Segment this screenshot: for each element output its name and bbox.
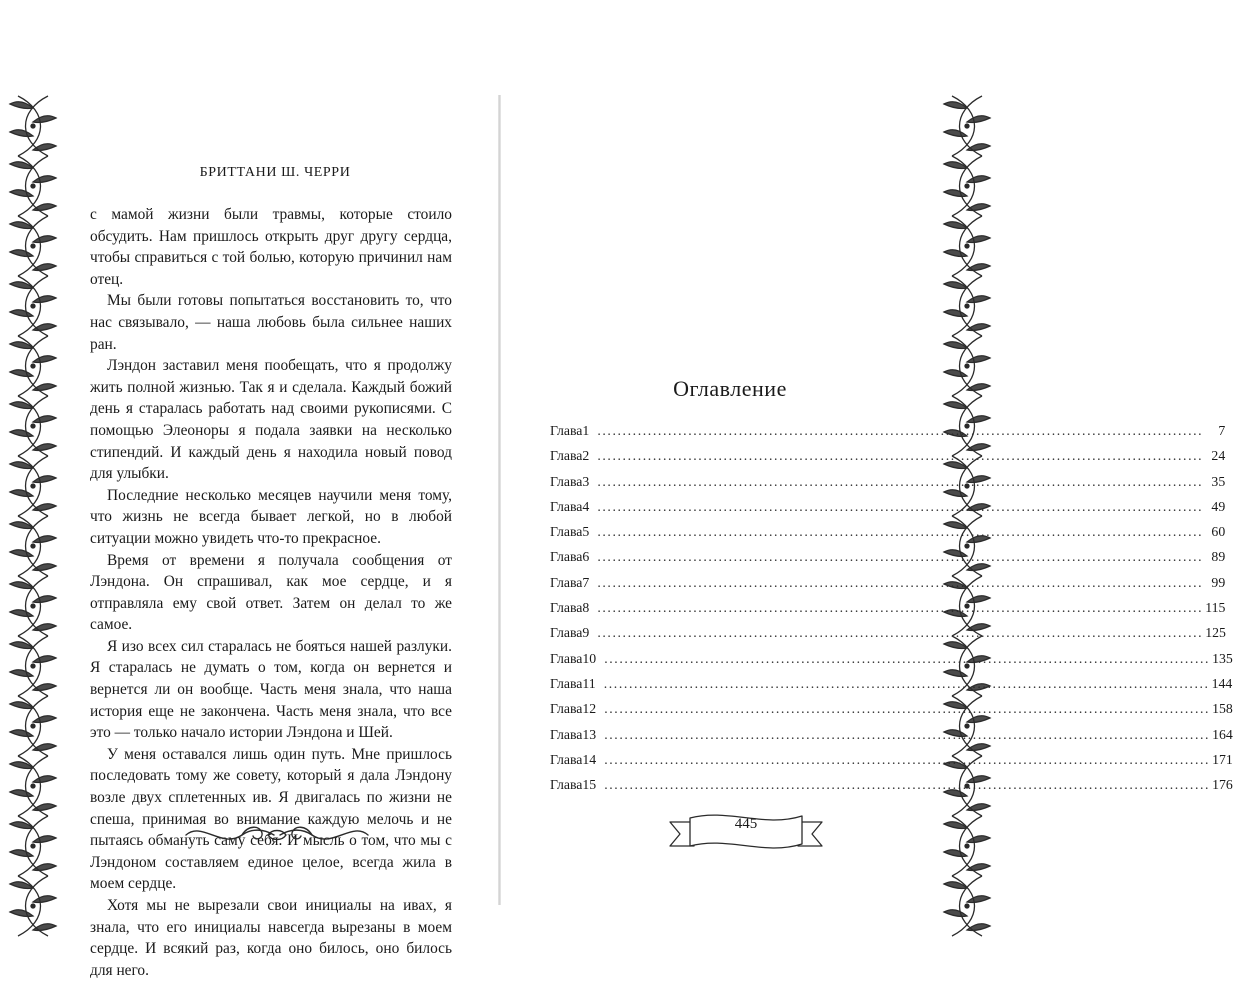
toc-chapter-number: 6 <box>582 549 590 565</box>
running-head: БРИТТАНИ Ш. ЧЕРРИ <box>199 165 351 180</box>
toc-chapter-number: 11 <box>582 675 596 691</box>
paragraph: Я изо всех сил старалась не бояться нашей разлуки. Я старалась не думать о том, когда он вернется и вернется ли он вообще. Часть меня знала, что наша история еще не закончена. Часть меня знала, что все это — только начало истории Лэндона и Шей. <box>90 637 452 742</box>
leaf-vine-border-right-icon <box>934 96 1000 896</box>
paragraph: У меня оставался лишь один путь. Мне пришлось последовать тому же совету, который я дала Лэндону возле двух сплетенных ив. Я двигалась по жизни не спеша, принимая во внимание каждую мелочь и не пытаясь обмануть саму себя. И мысль о том, что мы с Лэндоном составляем единое целое, всегда жила в моем сердце. <box>90 745 452 893</box>
book-gutter <box>498 95 501 905</box>
page-number: 445 <box>734 816 758 832</box>
toc-entry[interactable] <box>550 675 1233 701</box>
body-text <box>90 204 452 981</box>
toc-chapter-word: Глава <box>550 600 583 616</box>
paragraph: Лэндон заставил меня пообещать, что я продолжу жить полной жизнью. Так я и сделала. Каждый божий день я старалась работать над своими рукописями. С помощью Элеоноры я подала заявки на несколько стипендий. И каждый день я находила новый повод для улыбки. <box>90 357 452 483</box>
toc-chapter-word: Глава <box>550 423 583 438</box>
toc-dot-leader: ........................................................................................................................ <box>604 726 1211 742</box>
toc-dot-leader: ........................................................................................................................ <box>597 498 1204 514</box>
paragraph: Время от времени я получала сообщения от Лэндона. Он спрашивал, как мое сердце, и я отправляла ему свой ответ. Затем он делал то же самое. <box>90 551 452 634</box>
toc-page-number: 99 <box>1211 574 1226 590</box>
toc-chapter-number: 2 <box>582 448 590 464</box>
paragraph: Хотя мы не вырезали свои инициалы на ивах, я знала, что его инициалы навсегда вырезаны в моем сердце. И всякий раз, когда оно билось, оно билось для него. <box>90 897 452 979</box>
toc-dot-leader: ........................................................................................................................ <box>597 448 1204 464</box>
toc-dot-leader: ........................................................................................................................ <box>597 600 1204 616</box>
toc-chapter-number: 12 <box>582 701 597 717</box>
toc-page-number: 176 <box>1212 777 1233 793</box>
toc-dot-leader: ........................................................................................................................ <box>597 574 1204 590</box>
toc-dot-leader: ........................................................................................................................ <box>597 625 1204 641</box>
toc-entry[interactable] <box>550 524 1226 549</box>
toc-entry[interactable] <box>550 448 1226 473</box>
toc-chapter-number: 3 <box>582 473 590 489</box>
toc-page-number: 135 <box>1212 650 1233 666</box>
ribbon-banner-icon <box>668 806 824 860</box>
toc-dot-leader: ........................................................................................................................ <box>604 777 1211 793</box>
paragraph: с мамой жизни были травмы, которые стоило обсудить. Нам пришлось открыть друг другу сердца, чтобы справиться с той болью, которую причинил нам отец. <box>90 206 452 288</box>
toc-page-number: 49 <box>1211 498 1226 514</box>
toc-entry[interactable] <box>550 549 1226 574</box>
toc-entry[interactable] <box>550 423 1226 448</box>
toc-entry[interactable] <box>550 498 1226 524</box>
toc-entry[interactable] <box>550 600 1226 625</box>
toc-list <box>550 423 1233 802</box>
toc-page-number: 60 <box>1211 524 1226 540</box>
toc-chapter-word: Глава <box>550 675 583 691</box>
toc-chapter-number: 4 <box>582 498 590 514</box>
toc-chapter-word: Глава <box>550 524 583 540</box>
toc-chapter-number: 5 <box>582 524 590 540</box>
toc-dot-leader: ........................................................................................................................ <box>597 524 1204 540</box>
toc-title: Оглавление <box>673 376 787 401</box>
toc-entry[interactable] <box>550 701 1233 726</box>
toc-chapter-number: 13 <box>582 726 597 742</box>
toc-entry[interactable] <box>550 726 1233 752</box>
toc-page-number: 158 <box>1212 701 1233 717</box>
toc-page-number: 115 <box>1205 600 1226 616</box>
toc-chapter-word: Глава <box>550 701 583 717</box>
toc-page-number: 164 <box>1212 726 1233 742</box>
toc-entry[interactable] <box>550 650 1233 676</box>
paragraph: Мы были готовы попытаться восстановить то, что нас связывало, — наша любовь была сильнее наших ран. <box>90 292 452 353</box>
toc-chapter-word: Глава <box>550 777 583 793</box>
toc-dot-leader: ........................................................................................................................ <box>597 549 1204 565</box>
toc-dot-leader: ........................................................................................................................ <box>597 423 1204 438</box>
toc-chapter-word: Глава <box>550 498 583 514</box>
scroll-flourish-icon <box>182 815 372 855</box>
toc-entry[interactable] <box>550 751 1233 777</box>
toc-page-number: 35 <box>1211 473 1226 489</box>
toc-dot-leader: ........................................................................................................................ <box>604 701 1211 717</box>
toc-page-number: 89 <box>1211 549 1226 565</box>
toc-chapter-number: 1 <box>582 423 590 438</box>
toc-dot-leader: ........................................................................................................................ <box>604 650 1211 666</box>
toc-chapter-number: 15 <box>582 777 597 793</box>
toc-chapter-number: 10 <box>582 650 597 666</box>
toc-entry[interactable] <box>550 625 1226 650</box>
toc-chapter-word: Глава <box>550 549 583 565</box>
toc-chapter-word: Глава <box>550 625 583 641</box>
toc-page-number: 24 <box>1211 448 1226 464</box>
right-page <box>540 0 1233 1000</box>
toc-chapter-word: Глава <box>550 574 583 590</box>
toc-entry[interactable] <box>550 574 1226 600</box>
toc-chapter-word: Глава <box>550 473 583 489</box>
toc-chapter-word: Глава <box>550 751 583 767</box>
leaf-vine-border-left-icon <box>0 96 66 896</box>
toc-chapter-word: Глава <box>550 726 583 742</box>
paragraph: Последние несколько месяцев научили меня тому, что жизнь не всегда бывает легкой, но в любой ситуации можно увидеть что-то прекрасное. <box>90 486 452 547</box>
toc-chapter-number: 14 <box>582 751 597 767</box>
toc-page-number: 171 <box>1212 751 1233 767</box>
toc-dot-leader: ........................................................................................................................ <box>604 751 1211 767</box>
toc-page-number: 125 <box>1205 625 1226 641</box>
toc-page-number: 7 <box>1218 423 1226 438</box>
toc-entry[interactable] <box>550 473 1226 499</box>
toc-chapter-number: 8 <box>582 600 590 616</box>
toc-chapter-word: Глава <box>550 448 583 464</box>
toc-chapter-word: Глава <box>550 650 583 666</box>
toc-dot-leader: ........................................................................................................................ <box>603 675 1210 691</box>
toc-chapter-number: 9 <box>582 625 590 641</box>
toc-chapter-number: 7 <box>582 574 590 590</box>
toc-dot-leader: ........................................................................................................................ <box>597 473 1204 489</box>
toc-page-number: 144 <box>1211 675 1233 691</box>
toc-entry[interactable] <box>550 777 1233 802</box>
left-page <box>90 0 460 1000</box>
